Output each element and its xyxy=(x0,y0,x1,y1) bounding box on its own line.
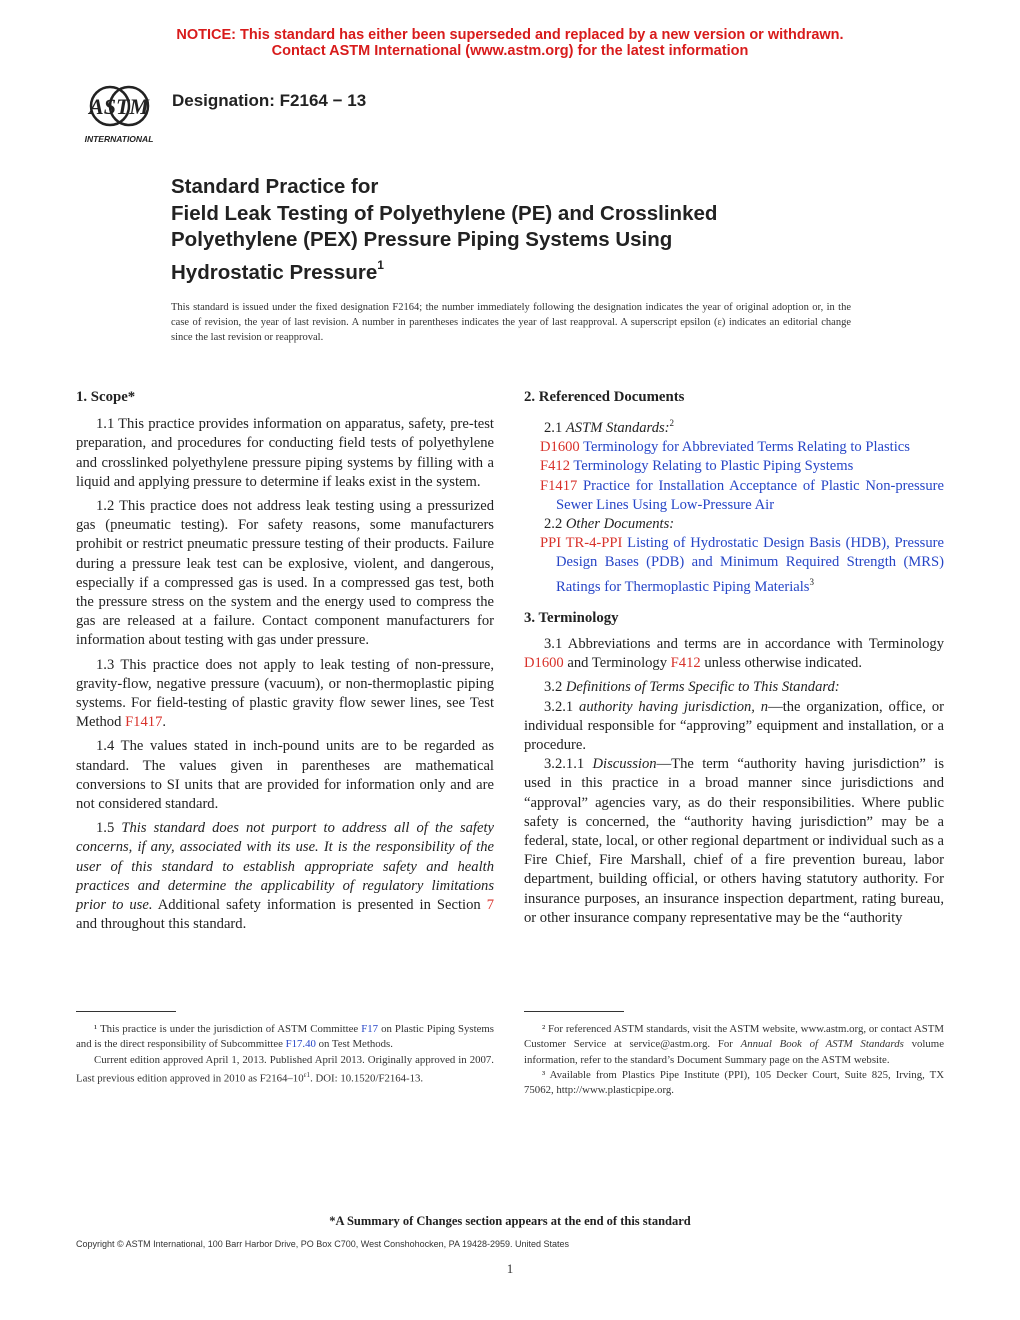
footnote-2-text: ² For referenced ASTM standards, visit the ASTM website, www.astm.org, or contact ASTM Customer Service at service@astm.org. For xyxy=(524,1023,944,1051)
other-documents-italic: Other Documents: xyxy=(565,516,675,533)
terminology-3-2-1-1 xyxy=(524,755,944,928)
scope-1-4: 1.4 The values stated in inch-pound units are to be regarded as standard. The values given in parentheses are mathematical conversions to SI units that are provided for information only and are not considered standard. xyxy=(76,738,494,813)
other-documents-num: 2.2 xyxy=(544,516,566,533)
edition-text: Current edition approved April 1, 2013. Published April 2013. Originally approved in 2007. Last previous edition approved in 2010 as F2164–10 xyxy=(76,1053,494,1085)
document-title xyxy=(171,174,871,286)
astm-logo xyxy=(72,78,164,148)
scope-1-3-end: . xyxy=(162,714,167,731)
right-column xyxy=(524,388,944,928)
footnotes-right xyxy=(524,1022,944,1098)
footnote-1-end: on Test Methods. xyxy=(315,1038,393,1051)
scope-1-5-text: Additional safety information is presented in Section xyxy=(152,897,487,914)
section-7-link[interactable]: 7 xyxy=(486,897,494,914)
d1600-link[interactable]: D1600 xyxy=(524,655,564,672)
other-documents-label xyxy=(524,515,944,534)
terminology-3-1-mid: and Terminology xyxy=(563,655,671,672)
supersede-notice xyxy=(0,27,1020,59)
astm-standards-sup: 2 xyxy=(669,418,675,429)
terminology-3-2 xyxy=(524,678,944,697)
astm-standards-italic: ASTM Standards: xyxy=(565,420,670,437)
ppi-footnote-mark: 3 xyxy=(809,576,814,587)
reference-code[interactable]: F412 xyxy=(540,458,571,475)
f17-link[interactable]: F17 xyxy=(361,1023,379,1035)
copyright: Copyright © ASTM International, 100 Barr Harbor Drive, PO Box C700, West Conshohocken, PA 19428-2959. United States xyxy=(76,1239,570,1249)
scope-1-1: 1.1 This practice provides information on apparatus, safety, pre-test preparation, and procedures for conducting field tests of polyethylene and crosslinked polyethylene pressure piping systems by filling with a liquid and applying pressure to determine if leaks exist in the system. xyxy=(76,416,494,490)
title-line-1: Standard Practice for xyxy=(171,175,379,198)
terminology-3-2-num: 3.2 xyxy=(544,679,566,696)
other-documents-list xyxy=(524,534,944,596)
terminology-3-1 xyxy=(524,635,944,673)
footnote-3: ³ Available from Plastics Pipe Institute (PPI), 105 Decker Court, Suite 825, Irving, TX 75062, http://www.plasticpipe.org. xyxy=(524,1068,944,1097)
doi-text: . DOI: 10.1520/F2164-13. xyxy=(310,1072,424,1085)
terminology-3-2-1 xyxy=(524,698,944,756)
ppi-title[interactable]: Listing of Hydrostatic Design Basis (HDB), Pressure Design Bases (PDB) and Minimum Required Strength (MRS) Ratings for Thermoplastic Piping Materials xyxy=(556,535,944,595)
issued-note: This standard is issued under the fixed designation F2164; the number immediately following the designation indicates the year of original adoption or, in the case of revision, the year of last revision. A number in parentheses indicates the year of last reapproval. A superscript epsilon (ε) indicates an editorial change since the last revision or reapproval. xyxy=(171,302,851,343)
designation: Designation: F2164 − 13 xyxy=(172,91,367,110)
discussion-label: Discussion xyxy=(592,756,657,773)
title-line-3: Polyethylene (PEX) Pressure Piping Systems Using xyxy=(171,228,673,251)
f412-link[interactable]: F412 xyxy=(670,655,701,672)
astm-standards-list xyxy=(524,438,944,515)
referenced-heading: 2. Referenced Documents xyxy=(524,389,685,405)
term-authority-having-jurisdiction: authority having jurisdiction, n xyxy=(579,698,769,715)
logo-text: ASTM xyxy=(89,94,149,119)
scope-1-5-num: 1.5 xyxy=(96,820,122,837)
ppi-code[interactable]: PPI TR-4-PPI xyxy=(540,535,623,552)
terminology-3-2-1-def: —the organization, office, or individual responsible for “approving” equipment and installation, or a procedure. xyxy=(524,698,944,753)
footnote-separator-right xyxy=(524,1011,624,1012)
logo-subtext: INTERNATIONAL xyxy=(84,134,154,144)
footnote-separator-left xyxy=(76,1011,176,1012)
title-line-2: Field Leak Testing of Polyethylene (PE) and Crosslinked xyxy=(171,201,718,225)
notice-line-2: Contact ASTM International (www.astm.org) for the latest information xyxy=(271,43,749,59)
page-number: 1 xyxy=(506,1261,514,1276)
footnote-1 xyxy=(76,1022,494,1053)
footnote-2-italic: Annual Book of ASTM Standards xyxy=(740,1038,904,1051)
f17-40-link[interactable]: F17.40 xyxy=(285,1038,316,1051)
reference-item[interactable] xyxy=(540,438,944,457)
terminology-3-2-1-num: 3.2.1 xyxy=(544,698,580,715)
title-line-4: Hydrostatic Pressure xyxy=(171,260,378,284)
terminology-3-2-1-1-text: —The term “authority having jurisdiction” is used in this practice in a broad manner since jurisdictions and “approval” agencies vary, as do their responsibilities. Where public safety is concerned, the “authority having jurisdiction” may be a federal, state, local, or other regional department or individual such as a Fire Chief, Fire Marshall, chief of a fire prevention bureau, labor department, building official, or others having statutory authority. For insurance purposes, an insurance inspection department, rating bureau, or other insurance company representative may be the “authority xyxy=(524,756,944,926)
scope-1-5-end: and throughout this standard. xyxy=(76,916,247,933)
footnote-1-mid: on Plastic Piping Systems and is the direct responsibility of Subcommittee xyxy=(76,1023,494,1051)
terminology-3-2-1-1-num: 3.2.1.1 xyxy=(544,756,593,773)
reference-title[interactable]: Terminology for Abbreviated Terms Relating to Plastics xyxy=(579,439,910,456)
notice-line-1: NOTICE: This standard has either been superseded and replaced by a new version or withdrawn. xyxy=(176,27,844,43)
scope-1-3 xyxy=(76,656,494,733)
title-footnote-mark: 1 xyxy=(377,257,384,272)
footnote-2 xyxy=(524,1022,944,1068)
astm-standards-label xyxy=(524,414,944,438)
scope-1-5-italic: This standard does not purport to address all of the safety concerns, if any, associated with its use. It is the responsibility of the user of this standard to establish appropriate safety and health practices and determine the applicability of regulatory limitations prior to use. xyxy=(76,820,494,914)
scope-1-2: 1.2 This practice does not address leak testing using a pressurized gas (pneumatic testing). For safety reasons, some manufacturers prohibit or restrict pneumatic pressure testing of their products. Failure during a pressure leak test can be explosive, violent, and dangerous, especially if a compressed gas is used. In a compressed gas test, both the pressure stress on the system and the energy used to compress the gas are released at a failure. Contact component manufacturers for information about testing with gas under pressure. xyxy=(76,498,494,649)
terminology-3-2-italic: Definitions of Terms Specific to This Standard: xyxy=(565,679,840,696)
f1417-link[interactable]: F1417 xyxy=(125,714,163,731)
epsilon-mark: ε1 xyxy=(303,1070,311,1079)
scope-1-5 xyxy=(76,819,494,934)
footnote-1-edition xyxy=(76,1053,494,1087)
footnote-2-end: volume information, refer to the standard’s Document Summary page on the ASTM website. xyxy=(524,1038,944,1066)
footnote-1-text: ¹ This practice is under the jurisdiction of ASTM Committee xyxy=(94,1023,362,1035)
astm-standards-num: 2.1 xyxy=(544,420,566,437)
reference-title[interactable]: Terminology Relating to Plastic Piping Systems xyxy=(570,458,854,475)
footnotes-left xyxy=(76,1022,494,1087)
terminology-heading: 3. Terminology xyxy=(524,609,619,626)
terminology-3-1-text: 3.1 Abbreviations and terms are in accordance with Terminology xyxy=(544,635,944,652)
reference-item[interactable] xyxy=(540,457,944,476)
summary-of-changes-note: *A Summary of Changes section appears at the end of this standard xyxy=(329,1214,691,1228)
ppi-reference-item[interactable] xyxy=(540,534,944,596)
scope-1-3-text: 1.3 This practice does not apply to leak testing of non-pressure, gravity-flow, negative pressure (vacuum), or non-thermoplastic piping systems. For field-testing of plastic gravity flow sewer lines, see Test Method xyxy=(76,656,494,731)
reference-code[interactable]: D1600 xyxy=(540,439,580,456)
scope-heading: 1. Scope* xyxy=(76,389,136,405)
reference-code[interactable]: F1417 xyxy=(540,477,578,494)
reference-title[interactable]: Practice for Installation Acceptance of Plastic Non-pressure Sewer Lines Using Low-Pressure Air xyxy=(556,477,944,513)
terminology-3-1-end: unless otherwise indicated. xyxy=(700,655,862,672)
reference-item[interactable] xyxy=(540,477,944,515)
left-column xyxy=(76,388,494,934)
